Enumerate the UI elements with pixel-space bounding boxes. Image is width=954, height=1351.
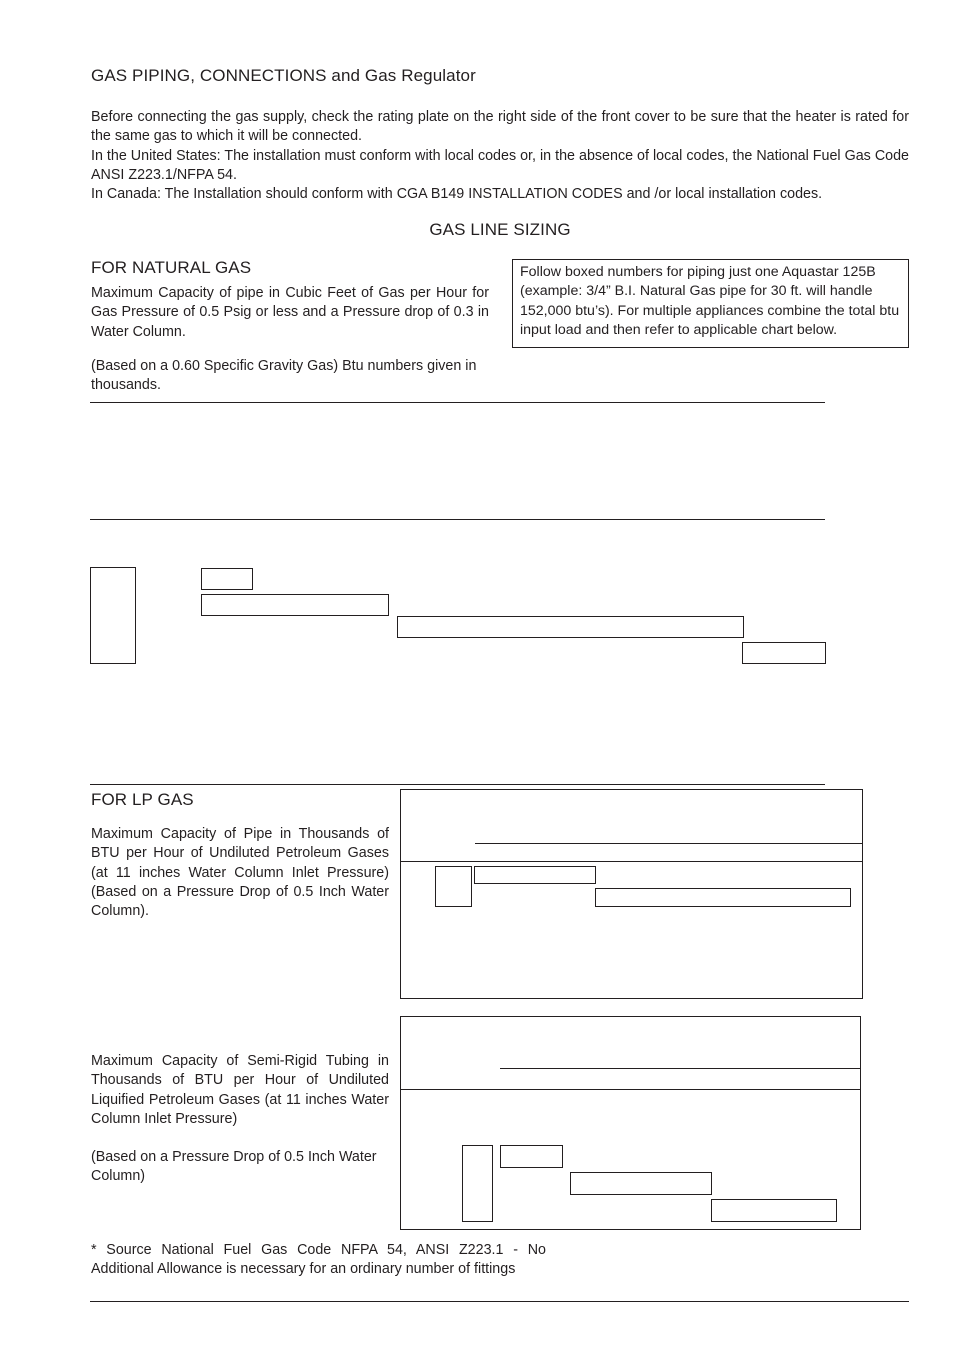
tubing-description: [91, 1052, 389, 1187]
tubing-table-subheader-rule: [500, 1068, 861, 1069]
natural-gas-description: Maximum Capacity of pipe in Cubic Feet of Gas per Hour for Gas Pressure of 0.5 Psig or less and a Pressure drop of 0.3 in Water Column.: [91, 285, 489, 340]
intro-paragraph-rating: Before connecting the gas supply, check the rating plate on the right side of the front cover to be sure that the heater is rated for the same gas to which it will be connected.: [91, 109, 909, 145]
highlight-box-value: [201, 568, 253, 590]
highlight-box-value: [570, 1172, 712, 1195]
highlight-box-tubing-size: [462, 1145, 493, 1222]
highlight-box-value: [595, 888, 851, 907]
highlight-box-value: [742, 642, 826, 664]
highlight-box-pipe-size: [90, 567, 136, 664]
intro-paragraph-canada: In Canada: The Installation should conform with CGA B149 INSTALLATION CODES and /or local installation codes.: [91, 186, 823, 203]
highlight-box-value: [397, 616, 744, 638]
lp-pipe-table-subheader-rule: [475, 843, 863, 844]
natural-gas-heading: FOR NATURAL GAS: [91, 258, 252, 277]
page-bottom-rule: [90, 1301, 909, 1302]
table-header-rule: [90, 519, 825, 520]
natural-gas-note: (Based on a 0.60 Specific Gravity Gas) Btu numbers given in thousands.: [91, 358, 477, 394]
highlight-box-pipe-size: [435, 866, 472, 907]
intro-text: [91, 108, 909, 204]
spacer: [91, 1129, 389, 1148]
highlight-box-value: [500, 1145, 563, 1168]
tubing-description-text: Maximum Capacity of Semi-Rigid Tubing in Thousands of BTU per Hour of Undiluted Liquified Petroleum Gases (at 11 inches Water Column Inlet Pressure): [91, 1053, 389, 1127]
tubing-note: (Based on a Pressure Drop of 0.5 Inch Water Column): [91, 1149, 377, 1185]
footnote: * Source National Fuel Gas Code NFPA 54, ANSI Z223.1 - No Additional Allowance is necessary for an ordinary number of fittings: [91, 1242, 546, 1278]
gas-line-sizing-heading: GAS LINE SIZING: [429, 220, 571, 239]
highlight-box-value: [474, 866, 596, 884]
lp-gas-heading: FOR LP GAS: [91, 790, 194, 809]
table-top-rule: [90, 402, 825, 403]
lp-pipe-table-header-rule: [400, 861, 863, 862]
callout-box: [512, 259, 909, 348]
table-bottom-rule: [90, 784, 825, 785]
page-title: GAS PIPING, CONNECTIONS and Gas Regulator: [91, 66, 476, 85]
callout-text: Follow boxed numbers for piping just one Aquastar 125B (example: 3/4” B.I. Natural Gas pipe for 30 ft. will handle 152,000 btu’s). For multiple appliances combine the total btu input load and then refer to applicable chart below.: [520, 264, 900, 338]
tubing-table-header-rule: [400, 1089, 861, 1090]
lp-gas-description: Maximum Capacity of Pipe in Thousands of BTU per Hour of Undiluted Petroleum Gases (at 11 inches Water Column Inlet Pressure) (Based on a Pressure Drop of 0.5 Inch Water Column).: [91, 826, 389, 920]
highlight-box-value: [201, 594, 389, 616]
highlight-box-value: [711, 1199, 837, 1222]
intro-paragraph-usa: In the United States: The installation must conform with local codes or, in the absence of local codes, the National Fuel Gas Code ANSI Z223.1/NFPA 54.: [91, 147, 909, 183]
